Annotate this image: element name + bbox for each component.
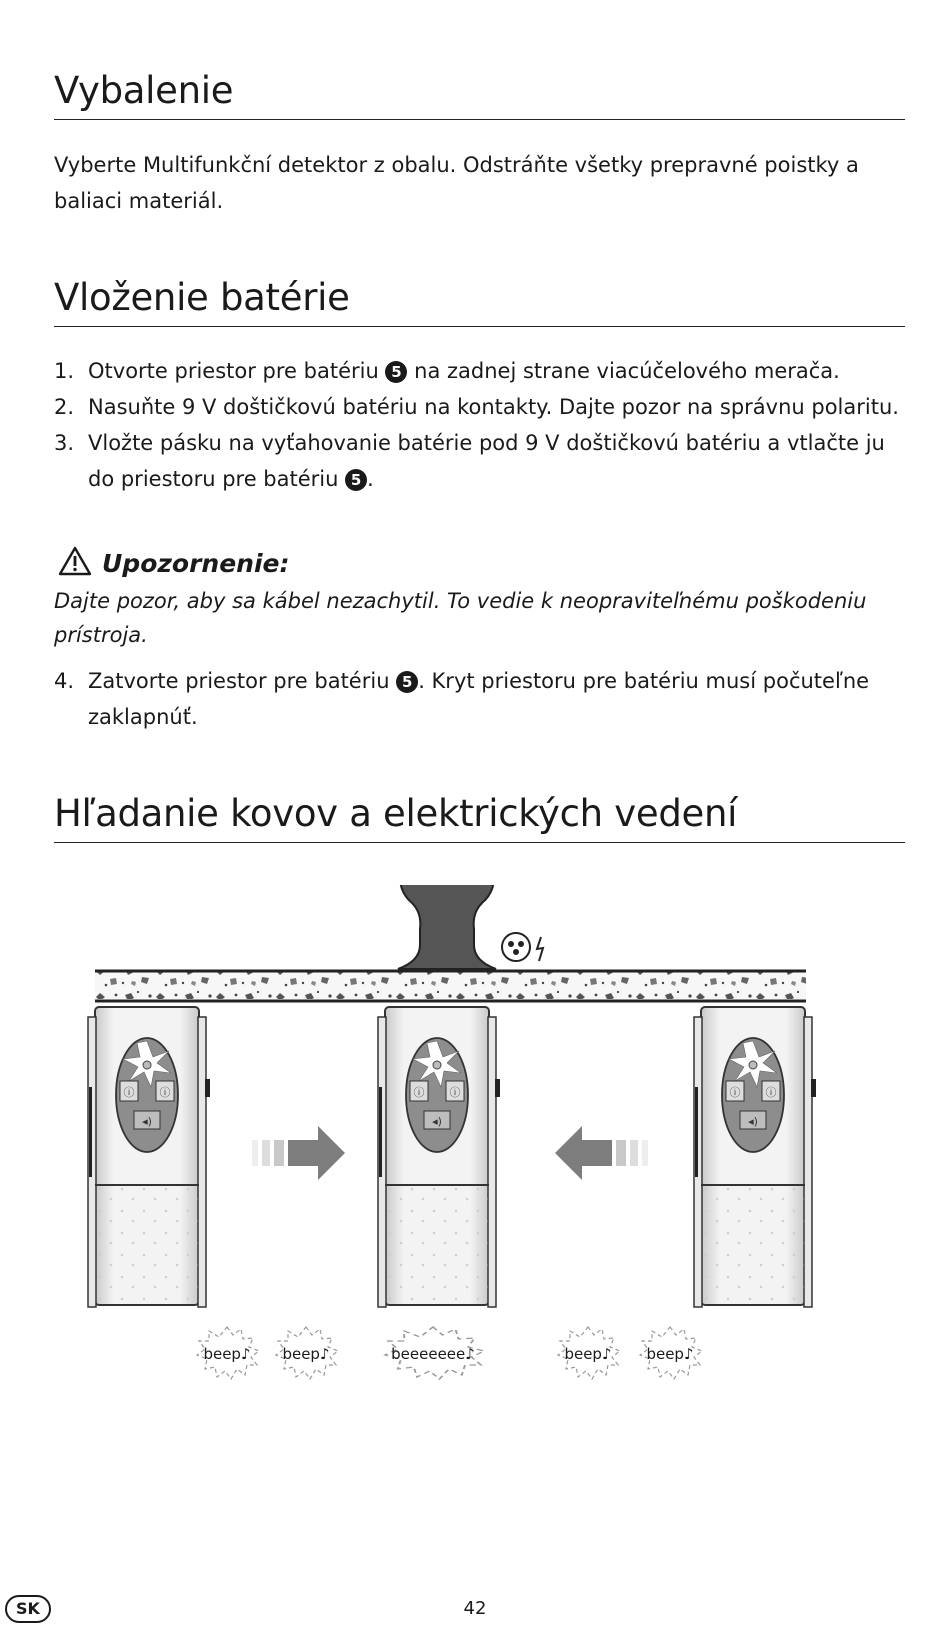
list-item bbox=[54, 353, 914, 389]
step-text-end: na zadnej strane viacúčelového merača. bbox=[407, 359, 840, 383]
beep-label: beep♪ bbox=[646, 1345, 694, 1363]
step-text: Otvorte priestor pre batériu bbox=[88, 359, 386, 383]
beep-label-long: beeeeeee♪ bbox=[391, 1345, 475, 1363]
step-number: 2. bbox=[54, 395, 75, 419]
heading-vybalenie: Vybalenie bbox=[54, 72, 905, 120]
unpacking-text: Vyberte Multifunkční detektor z obalu. Odstráňte všetky prepravné poistky a baliaci materiál. bbox=[54, 153, 859, 213]
step-text: Vložte pásku na vyťahovanie batérie pod 9 V doštičkovú batériu a vtlačte ju do priestoru pre batériu bbox=[88, 431, 885, 491]
battery-compartment-ref: 5 bbox=[396, 671, 418, 693]
step-text: Zatvorte priestor pre batériu bbox=[88, 669, 397, 693]
battery-compartment-ref: 5 bbox=[385, 361, 407, 383]
beep-label: beep♪ bbox=[203, 1345, 251, 1363]
detector-illustration: ⓘ ⓘ ◂) beep♪ beep♪ beeeeeee♪ beep♪ beep♪ bbox=[0, 885, 950, 1405]
step-text: Nasuňte 9 V doštičkovú batériu na kontakty. Dajte pozor na správnu polaritu. bbox=[88, 395, 899, 419]
language-badge: SK bbox=[5, 1595, 51, 1623]
warning-text: Dajte pozor, aby sa kábel nezachytil. To vedie k neopraviteľnému poškodeniu prístroja. bbox=[54, 589, 867, 647]
warning-triangle-icon bbox=[58, 546, 92, 576]
heading-vlozenie-baterie: Vloženie batérie bbox=[54, 279, 905, 327]
warning-heading bbox=[58, 546, 290, 578]
list-item bbox=[54, 425, 914, 497]
detector-center bbox=[378, 1007, 500, 1307]
list-item bbox=[54, 663, 914, 735]
warning-title: Upozornenie: bbox=[102, 549, 290, 578]
battery-steps-list bbox=[54, 353, 914, 497]
beep-label: beep♪ bbox=[282, 1345, 330, 1363]
step-number: 4. bbox=[54, 669, 75, 693]
heading-hladanie-kovov: Hľadanie kovov a elektrických vedení bbox=[54, 795, 905, 843]
beep-label: beep♪ bbox=[564, 1345, 612, 1363]
page-number: 42 bbox=[463, 1598, 487, 1619]
step-number: 3. bbox=[54, 431, 75, 455]
battery-steps-list-2 bbox=[54, 663, 914, 735]
arrow-left-icon bbox=[555, 1126, 648, 1180]
detector-left bbox=[88, 1007, 210, 1307]
list-item bbox=[54, 389, 914, 425]
detector-right bbox=[694, 1007, 816, 1307]
arrow-right-icon bbox=[252, 1126, 345, 1180]
step-number: 1. bbox=[54, 359, 75, 383]
battery-compartment-ref: 5 bbox=[345, 469, 367, 491]
step-text-end: . bbox=[367, 467, 374, 491]
step-text-end: . Kryt priestoru pre batériu musí počuteľne zaklapnúť. bbox=[88, 669, 870, 729]
